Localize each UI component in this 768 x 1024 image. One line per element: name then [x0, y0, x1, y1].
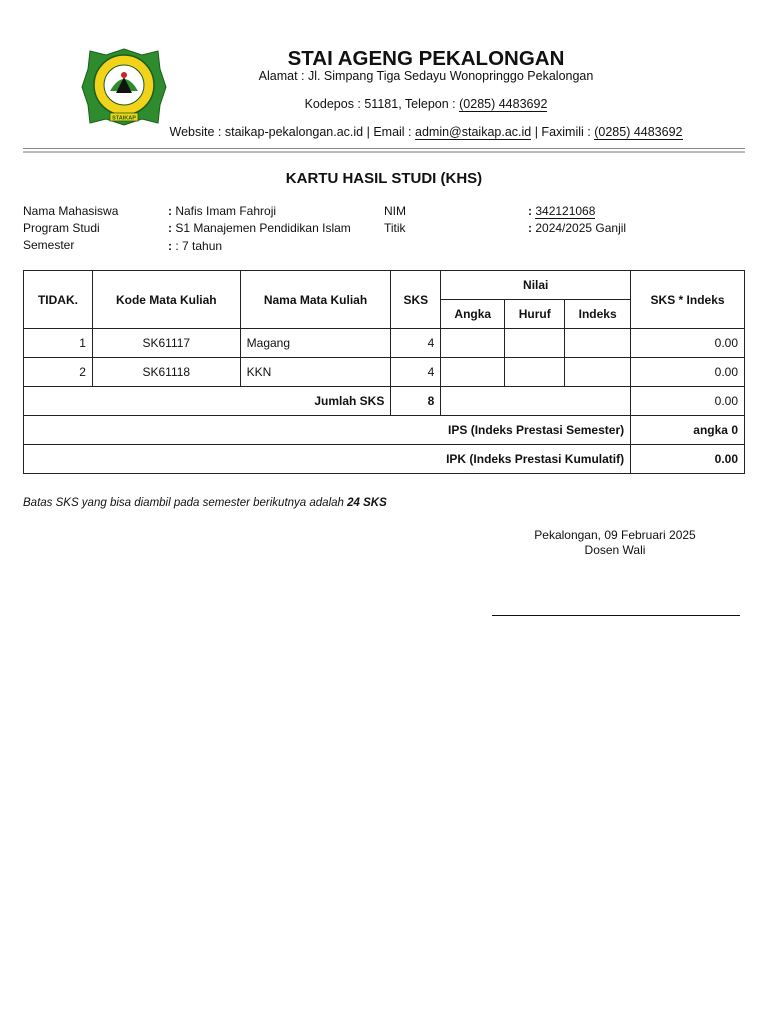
row-indeks — [565, 358, 631, 387]
fax-link[interactable]: (0285) 4483692 — [594, 125, 683, 139]
row-sks: 4 — [391, 329, 441, 358]
header-indeks: Indeks — [565, 300, 631, 329]
table-row — [24, 329, 745, 358]
total-sks: 8 — [391, 387, 441, 416]
program-label: Program Studi — [23, 221, 100, 235]
total-row — [24, 387, 745, 416]
header-divider-thick — [23, 151, 745, 153]
table-row — [24, 358, 745, 387]
row-code: SK61117 — [92, 329, 240, 358]
ips-row — [24, 416, 745, 445]
ips-value: angka 0 — [631, 416, 745, 445]
fax-prefix: | Faximili : — [531, 125, 595, 139]
institution-name: STAI AGENG PEKALONGAN — [287, 47, 565, 70]
row-code: SK61118 — [92, 358, 240, 387]
header-sks-indeks: SKS * Indeks — [631, 271, 745, 329]
header-course: Nama Mata Kuliah — [240, 271, 391, 329]
ipk-label: IPK (Indeks Prestasi Kumulatif) — [24, 445, 631, 474]
institution-contact — [0, 97, 768, 111]
header-angka: Angka — [441, 300, 505, 329]
titik-value: : 2024/2025 Ganjil — [528, 221, 627, 235]
program-value: : S1 Manajemen Pendidikan Islam — [168, 221, 351, 235]
name-label: Nama Mahasiswa — [23, 204, 119, 218]
phone-link[interactable]: (0285) 4483692 — [459, 97, 548, 111]
header-no: TIDAK. — [24, 271, 93, 329]
ips-label: IPS (Indeks Prestasi Semester) — [24, 416, 631, 445]
row-angka — [441, 358, 505, 387]
institution-address: Alamat : Jl. Simpang Tiga Sedayu Wonopringgo Pekalongan — [258, 69, 594, 83]
email-link[interactable]: admin@staikap.ac.id — [415, 125, 532, 139]
row-sks-indeks: 0.00 — [631, 329, 745, 358]
total-sks-indeks: 0.00 — [631, 387, 745, 416]
row-course: Magang — [240, 329, 391, 358]
header-divider — [23, 148, 745, 149]
row-indeks — [565, 329, 631, 358]
total-label: Jumlah SKS — [24, 387, 391, 416]
header-code: Kode Mata Kuliah — [92, 271, 240, 329]
signature-place-date: Pekalongan, 09 Februari 2025 — [534, 528, 696, 542]
semester-value: : : 7 tahun — [168, 239, 223, 253]
row-no: 1 — [24, 329, 93, 358]
row-angka — [441, 329, 505, 358]
row-huruf — [505, 358, 565, 387]
row-no: 2 — [24, 358, 93, 387]
titik-label: Titik — [384, 221, 406, 235]
row-sks: 4 — [391, 358, 441, 387]
nim-label: NIM — [384, 204, 406, 218]
institution-web — [0, 125, 768, 139]
website-prefix: Website : staikap-pekalongan.ac.id | Email : — [169, 125, 416, 139]
ipk-row — [24, 445, 745, 474]
nim-value: : 342121068 — [528, 204, 596, 218]
signature-line — [492, 615, 740, 616]
svg-text:STAIKAP: STAIKAP — [112, 115, 136, 122]
name-value: : Nafis Imam Fahroji — [168, 204, 277, 218]
ipk-value: 0.00 — [631, 445, 745, 474]
header-nilai: Nilai — [441, 271, 631, 300]
grades-table — [23, 270, 745, 474]
semester-label: Semester — [23, 238, 75, 252]
signature-role: Dosen Wali — [584, 543, 646, 557]
row-sks-indeks: 0.00 — [631, 358, 745, 387]
postal-prefix: Kodepos : 51181, Telepon : — [304, 97, 460, 111]
row-huruf — [505, 329, 565, 358]
document-title: KARTU HASIL STUDI (KHS) — [285, 170, 483, 187]
sks-limit-note: Batas SKS yang bisa diambil pada semester berikutnya adalah 24 SKS — [23, 497, 387, 509]
row-course: KKN — [240, 358, 391, 387]
header-sks: SKS — [391, 271, 441, 329]
header-huruf: Huruf — [505, 300, 565, 329]
total-blank — [441, 387, 631, 416]
